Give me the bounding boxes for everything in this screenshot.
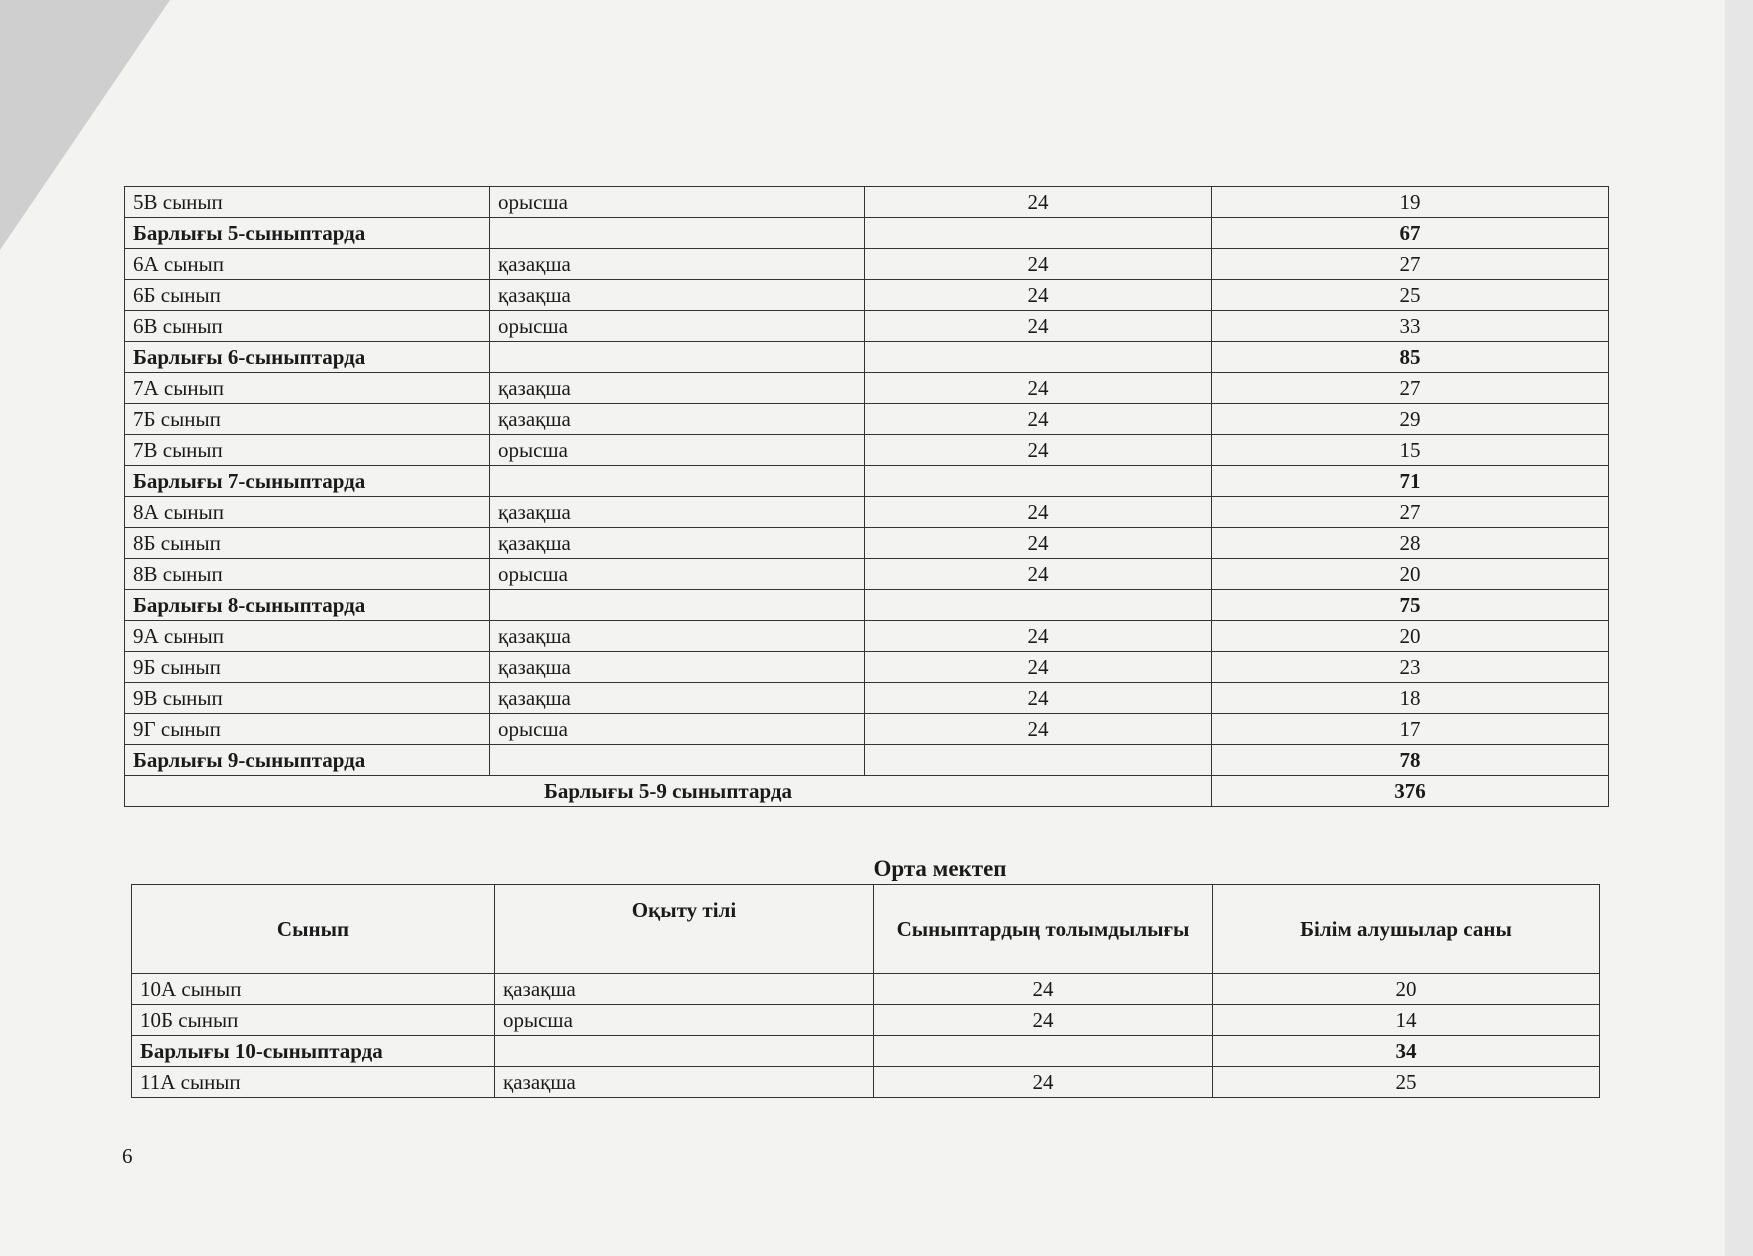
total-students-cell: 34 bbox=[1213, 1036, 1600, 1067]
language-cell: қазақша bbox=[490, 280, 865, 311]
fill-cell: 24 bbox=[874, 1005, 1213, 1036]
class-name-cell: 9А сынып bbox=[125, 621, 490, 652]
header-students: Білім алушылар саны bbox=[1213, 885, 1600, 974]
table-row bbox=[125, 683, 1609, 714]
total-label-cell: Барлығы 9-сыныптарда bbox=[125, 745, 490, 776]
total-students-cell: 67 bbox=[1212, 218, 1609, 249]
empty-cell bbox=[865, 590, 1212, 621]
table-row bbox=[125, 528, 1609, 559]
table-row bbox=[132, 1005, 1600, 1036]
fill-cell: 24 bbox=[865, 528, 1212, 559]
class-name-cell: 8В сынып bbox=[125, 559, 490, 590]
basic-school-table bbox=[124, 186, 1609, 807]
secondary-school-table bbox=[131, 884, 1600, 1098]
language-cell: орысша bbox=[490, 311, 865, 342]
class-name-cell: 5В сынып bbox=[125, 187, 490, 218]
total-label-cell: Барлығы 6-сыныптарда bbox=[125, 342, 490, 373]
class-name-cell: 6Б сынып bbox=[125, 280, 490, 311]
total-students-cell: 85 bbox=[1212, 342, 1609, 373]
class-name-cell: 7А сынып bbox=[125, 373, 490, 404]
empty-cell bbox=[490, 342, 865, 373]
empty-cell bbox=[490, 218, 865, 249]
students-cell: 17 bbox=[1212, 714, 1609, 745]
total-row bbox=[125, 776, 1609, 807]
grand-total-label-cell: Барлығы 5-9 сыныптарда bbox=[125, 776, 1212, 807]
language-cell: орысша bbox=[490, 559, 865, 590]
class-name-cell: 6А сынып bbox=[125, 249, 490, 280]
table-row bbox=[125, 497, 1609, 528]
students-cell: 28 bbox=[1212, 528, 1609, 559]
language-cell: қазақша bbox=[495, 974, 874, 1005]
fill-cell: 24 bbox=[865, 187, 1212, 218]
students-cell: 27 bbox=[1212, 497, 1609, 528]
total-row bbox=[125, 590, 1609, 621]
fill-cell: 24 bbox=[865, 404, 1212, 435]
table-row bbox=[125, 621, 1609, 652]
total-students-cell: 78 bbox=[1212, 745, 1609, 776]
empty-cell bbox=[490, 590, 865, 621]
total-label-cell: Барлығы 8-сыныптарда bbox=[125, 590, 490, 621]
table-row bbox=[125, 404, 1609, 435]
fill-cell: 24 bbox=[865, 621, 1212, 652]
table-row bbox=[125, 373, 1609, 404]
class-name-cell: 10А сынып bbox=[132, 974, 495, 1005]
language-cell: орысша bbox=[495, 1005, 874, 1036]
students-cell: 25 bbox=[1213, 1067, 1600, 1098]
class-name-cell: 8Б сынып bbox=[125, 528, 490, 559]
table-row bbox=[125, 249, 1609, 280]
fill-cell: 24 bbox=[865, 280, 1212, 311]
language-cell: орысша bbox=[490, 187, 865, 218]
language-cell: қазақша bbox=[490, 404, 865, 435]
total-students-cell: 71 bbox=[1212, 466, 1609, 497]
table-row bbox=[125, 435, 1609, 466]
students-cell: 14 bbox=[1213, 1005, 1600, 1036]
page-edge-shadow bbox=[1725, 0, 1753, 1256]
students-cell: 27 bbox=[1212, 249, 1609, 280]
language-cell: қазақша bbox=[490, 497, 865, 528]
class-name-cell: 6В сынып bbox=[125, 311, 490, 342]
fill-cell: 24 bbox=[865, 652, 1212, 683]
fill-cell: 24 bbox=[874, 974, 1213, 1005]
total-label-cell: Барлығы 7-сыныптарда bbox=[125, 466, 490, 497]
fill-cell: 24 bbox=[865, 249, 1212, 280]
students-cell: 27 bbox=[1212, 373, 1609, 404]
class-name-cell: 9Г сынып bbox=[125, 714, 490, 745]
language-cell: қазақша bbox=[490, 249, 865, 280]
total-row bbox=[125, 466, 1609, 497]
students-cell: 25 bbox=[1212, 280, 1609, 311]
students-cell: 15 bbox=[1212, 435, 1609, 466]
table-row bbox=[125, 652, 1609, 683]
empty-cell bbox=[495, 1036, 874, 1067]
students-cell: 20 bbox=[1213, 974, 1600, 1005]
total-label-cell: Барлығы 5-сыныптарда bbox=[125, 218, 490, 249]
class-name-cell: 7Б сынып bbox=[125, 404, 490, 435]
class-name-cell: 11А сынып bbox=[132, 1067, 495, 1098]
students-cell: 18 bbox=[1212, 683, 1609, 714]
language-cell: қазақша bbox=[490, 373, 865, 404]
total-students-cell: 75 bbox=[1212, 590, 1609, 621]
empty-cell bbox=[865, 218, 1212, 249]
class-name-cell: 8А сынып bbox=[125, 497, 490, 528]
table-row bbox=[125, 714, 1609, 745]
header-class: Сынып bbox=[132, 885, 495, 974]
header-language: Оқыту тілі bbox=[495, 885, 874, 974]
language-cell: орысша bbox=[490, 714, 865, 745]
total-row bbox=[125, 342, 1609, 373]
empty-cell bbox=[874, 1036, 1213, 1067]
grand-total-students-cell: 376 bbox=[1212, 776, 1609, 807]
fill-cell: 24 bbox=[865, 497, 1212, 528]
empty-cell bbox=[490, 466, 865, 497]
class-name-cell: 7В сынып bbox=[125, 435, 490, 466]
table-row bbox=[125, 280, 1609, 311]
students-cell: 29 bbox=[1212, 404, 1609, 435]
language-cell: қазақша bbox=[490, 621, 865, 652]
fill-cell: 24 bbox=[865, 435, 1212, 466]
table-header-row bbox=[132, 885, 1600, 974]
empty-cell bbox=[490, 745, 865, 776]
fill-cell: 24 bbox=[865, 559, 1212, 590]
header-fill: Сыныптардың толымдылығы bbox=[874, 885, 1213, 974]
language-cell: қазақша bbox=[490, 528, 865, 559]
fill-cell: 24 bbox=[865, 714, 1212, 745]
page-number: 6 bbox=[122, 1144, 133, 1168]
students-cell: 19 bbox=[1212, 187, 1609, 218]
students-cell: 20 bbox=[1212, 621, 1609, 652]
section-title: Орта мектеп bbox=[873, 856, 1007, 881]
language-cell: қазақша bbox=[490, 683, 865, 714]
total-row bbox=[125, 745, 1609, 776]
students-cell: 33 bbox=[1212, 311, 1609, 342]
table-row bbox=[125, 311, 1609, 342]
language-cell: қазақша bbox=[490, 652, 865, 683]
fill-cell: 24 bbox=[865, 311, 1212, 342]
empty-cell bbox=[865, 745, 1212, 776]
class-name-cell: 10Б сынып bbox=[132, 1005, 495, 1036]
table-row bbox=[132, 1067, 1600, 1098]
class-name-cell: 9В сынып bbox=[125, 683, 490, 714]
language-cell: орысша bbox=[490, 435, 865, 466]
table-row bbox=[125, 559, 1609, 590]
total-row bbox=[125, 218, 1609, 249]
language-cell: қазақша bbox=[495, 1067, 874, 1098]
students-cell: 23 bbox=[1212, 652, 1609, 683]
fill-cell: 24 bbox=[874, 1067, 1213, 1098]
class-name-cell: 9Б сынып bbox=[125, 652, 490, 683]
table-row bbox=[125, 187, 1609, 218]
total-label-cell: Барлығы 10-сыныптарда bbox=[132, 1036, 495, 1067]
fill-cell: 24 bbox=[865, 683, 1212, 714]
table-row bbox=[132, 974, 1600, 1005]
students-cell: 20 bbox=[1212, 559, 1609, 590]
empty-cell bbox=[865, 342, 1212, 373]
total-row bbox=[132, 1036, 1600, 1067]
empty-cell bbox=[865, 466, 1212, 497]
fill-cell: 24 bbox=[865, 373, 1212, 404]
